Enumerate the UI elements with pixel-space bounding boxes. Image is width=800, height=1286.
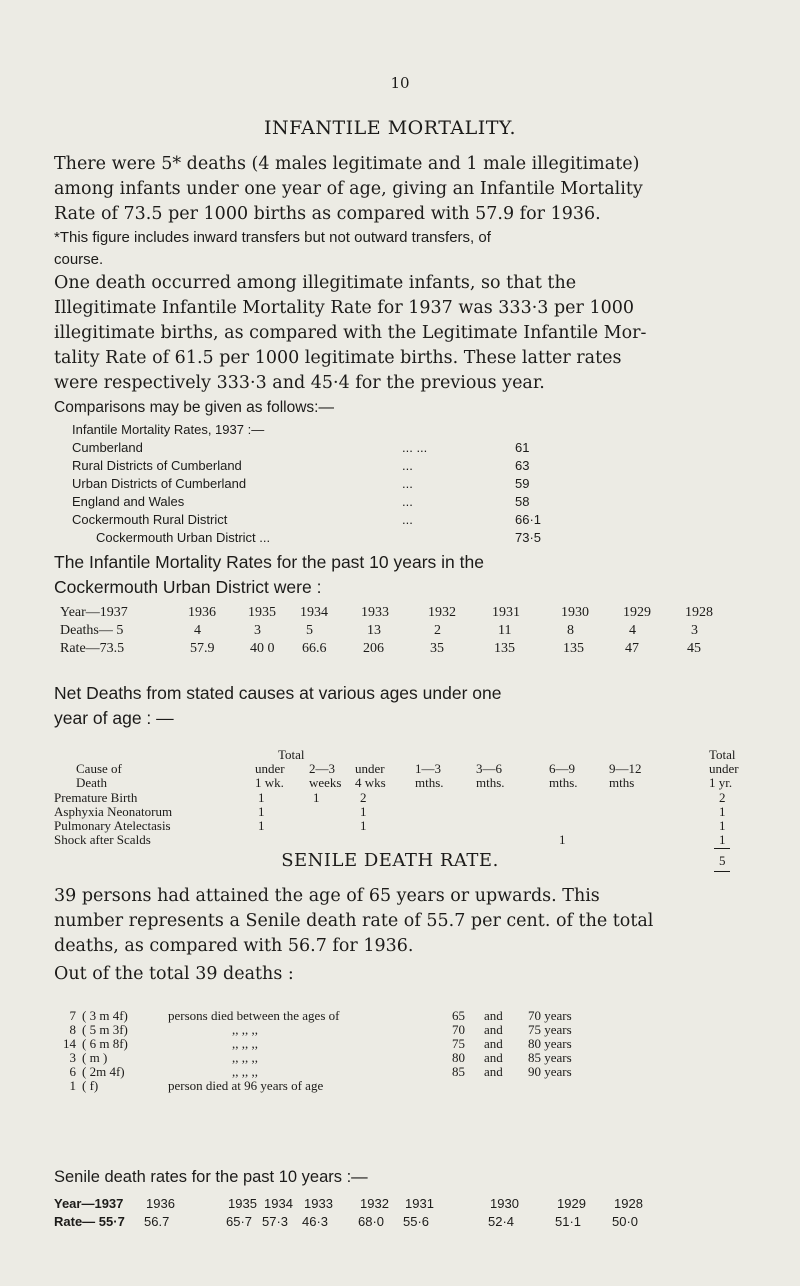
year-cell: 1932 — [360, 1196, 389, 1211]
ten-years-paragraph — [54, 550, 758, 600]
age-sex: ( 2m 4f) — [82, 1064, 125, 1079]
year-cell: 1936 — [146, 1196, 175, 1211]
text-line: deaths, as compared with 56.7 for 1936. — [54, 936, 414, 956]
age-from: 70 — [452, 1022, 465, 1037]
rate-cell: 51·1 — [555, 1214, 582, 1229]
deaths-cell: 8 — [567, 623, 574, 638]
rate-cell: 35 — [430, 641, 444, 656]
senile-paragraph — [54, 884, 758, 959]
rate-cell: 47 — [625, 641, 639, 656]
text-line: year of age : — — [54, 708, 174, 728]
total-rule — [714, 871, 730, 872]
table-cell: 2 — [719, 790, 726, 805]
age-from: 80 — [452, 1050, 465, 1065]
rate-cell: 65·7 — [226, 1214, 253, 1229]
column-header: mths — [609, 775, 635, 790]
out-of-line: Out of the total 39 deaths : — [54, 964, 294, 984]
table-cell: 1 — [313, 790, 320, 805]
age-from: 85 — [452, 1064, 465, 1079]
year-cell: 1930 — [561, 605, 589, 620]
rate-cell: 135 — [563, 641, 584, 656]
year-cell: 1930 — [490, 1196, 519, 1211]
age-sex: ( m ) — [82, 1050, 108, 1065]
rate-label: Rate— 55·7 — [54, 1214, 125, 1229]
senile-section-title: SENILE DEATH RATE. — [281, 850, 499, 871]
year-cell: 1931 — [492, 605, 520, 620]
age-count: 14 — [63, 1036, 76, 1051]
age-text: person died at 96 years of age — [168, 1078, 324, 1093]
age-count: 1 — [69, 1078, 76, 1093]
column-header: 6—9 — [549, 761, 575, 776]
rate-row: England and Wales ... 58 — [72, 494, 530, 509]
age-text: ,, ,, ,, — [232, 1064, 258, 1079]
age-text: ,, ,, ,, — [232, 1022, 258, 1037]
rate-cell: 52·4 — [488, 1214, 515, 1229]
year-cell: 1933 — [304, 1196, 333, 1211]
rate-label: Rate—73.5 — [60, 641, 125, 656]
intro-paragraph — [54, 152, 758, 227]
year-cell: 1928 — [614, 1196, 643, 1211]
year-cell: 1935 — [228, 1196, 257, 1211]
deaths-cell: 13 — [367, 623, 381, 638]
rate-cell: 56.7 — [144, 1214, 170, 1229]
footnote — [54, 227, 758, 271]
age-and: and — [484, 1064, 503, 1079]
deaths-cell: 3 — [254, 623, 261, 638]
deaths-cell: 5 — [306, 623, 313, 638]
column-header: 2—3 — [309, 761, 335, 776]
column-header: 3—6 — [476, 761, 502, 776]
age-count: 7 — [69, 1008, 76, 1023]
text-line: number represents a Senile death rate of 55.7 per cent. of the total — [54, 911, 654, 931]
column-header: mths. — [476, 775, 505, 790]
rate-row: Cockermouth Rural District ... 66·1 — [72, 512, 542, 527]
rate-cell: 55·6 — [403, 1214, 430, 1229]
year-cell: 1929 — [623, 605, 651, 620]
deaths-cell: 4 — [194, 623, 201, 638]
year-cell: 1935 — [248, 605, 276, 620]
table-cell: 1 — [360, 804, 367, 819]
text-line: among infants under one year of age, giving an Infantile Mortality — [54, 179, 643, 199]
table-cell: 1 — [559, 832, 566, 847]
column-header: under — [709, 761, 739, 776]
age-to: 90 years — [528, 1064, 572, 1079]
table-cell: 1 — [258, 804, 265, 819]
text-line: *This figure includes inward transfers but not outward transfers, of — [54, 229, 491, 246]
cause-label: Pulmonary Atelectasis — [54, 818, 171, 833]
year-cell: 1936 — [188, 605, 216, 620]
age-sex: ( 3 m 4f) — [82, 1008, 128, 1023]
rate-cell: 50·0 — [612, 1214, 639, 1229]
column-header: under — [355, 761, 385, 776]
age-sex: ( 6 m 8f) — [82, 1036, 128, 1051]
year-label: Year—1937 — [54, 1196, 124, 1211]
text-line: course. — [54, 251, 104, 268]
header-total: Total — [709, 747, 736, 762]
year-cell: 1934 — [264, 1196, 293, 1211]
column-header: under — [255, 761, 285, 776]
rate-row: Cumberland ... ... 61 — [72, 440, 530, 455]
age-text: ,, ,, ,, — [232, 1036, 258, 1051]
age-and: and — [484, 1036, 503, 1051]
text-line: 39 persons had attained the age of 65 years or upwards. This — [54, 886, 600, 906]
header-total: Total — [278, 747, 305, 762]
year-cell: 1932 — [428, 605, 456, 620]
deaths-cell: 3 — [691, 623, 698, 638]
table-cell: 1 — [719, 804, 726, 819]
year-cell: 1934 — [300, 605, 328, 620]
year-cell: 1931 — [405, 1196, 434, 1211]
deaths-label: Deaths— 5 — [60, 623, 124, 638]
age-count: 8 — [69, 1022, 76, 1037]
column-header: 1—3 — [415, 761, 441, 776]
rates-list — [72, 422, 712, 548]
age-and: and — [484, 1008, 503, 1023]
rate-cell: 45 — [687, 641, 701, 656]
deaths-cell: 4 — [629, 623, 636, 638]
text-line: The Infantile Mortality Rates for the past 10 years in the — [54, 552, 484, 572]
column-header: weeks — [309, 775, 342, 790]
text-line: Net Deaths from stated causes at various ages under one — [54, 683, 502, 703]
text-line: illegitimate births, as compared with the Legitimate Infantile Mor- — [54, 323, 647, 343]
rate-cell: 135 — [494, 641, 515, 656]
page-number: 10 — [390, 74, 410, 92]
text-line: Cockermouth Urban District were : — [54, 577, 322, 597]
rate-cell: 40 0 — [250, 641, 275, 656]
table-cell: 1 — [258, 790, 265, 805]
section-title: INFANTILE MORTALITY. — [264, 117, 516, 139]
ten-years-table — [60, 605, 760, 665]
age-and: and — [484, 1022, 503, 1037]
text-line: were respectively 333·3 and 45·4 for the previous year. — [54, 373, 545, 393]
year-cell: 1929 — [557, 1196, 586, 1211]
deaths-cell: 2 — [434, 623, 441, 638]
age-from: 75 — [452, 1036, 465, 1051]
rate-cell: 57.9 — [190, 641, 215, 656]
column-header: mths. — [415, 775, 444, 790]
text-line: One death occurred among illegitimate infants, so that the — [54, 273, 577, 293]
rates-heading: Infantile Mortality Rates, 1937 :— — [72, 422, 265, 437]
rate-cell: 46·3 — [302, 1214, 329, 1229]
age-sex: ( f) — [82, 1078, 99, 1093]
text-line: Rate of 73.5 per 1000 births as compared with 57.9 for 1936. — [54, 204, 601, 224]
year-cell: 1933 — [361, 605, 389, 620]
age-and: and — [484, 1050, 503, 1065]
age-count: 3 — [69, 1050, 76, 1065]
rate-cell: 57·3 — [262, 1214, 289, 1229]
column-header: 4 wks — [355, 775, 386, 790]
text-line: There were 5* deaths (4 males legitimate and 1 male illegitimate) — [54, 154, 640, 174]
column-header: 1 wk. — [255, 775, 284, 790]
text-line: tality Rate of 61.5 per 1000 legitimate births. These latter rates — [54, 348, 622, 368]
rate-cell: 68·0 — [358, 1214, 385, 1229]
age-sex: ( 5 m 3f) — [82, 1022, 128, 1037]
year-label: Year—1937 — [60, 605, 128, 620]
cause-label: Premature Birth — [54, 790, 138, 805]
column-header: 9—12 — [609, 761, 642, 776]
column-header: mths. — [549, 775, 578, 790]
age-to: 80 years — [528, 1036, 572, 1051]
grand-total: 5 — [719, 853, 726, 868]
age-to: 85 years — [528, 1050, 572, 1065]
cause-label: Shock after Scalds — [54, 832, 151, 847]
table-cell: 1 — [719, 832, 726, 847]
rate-row: Urban Districts of Cumberland ... 59 — [72, 476, 530, 491]
age-text: ,, ,, ,, — [232, 1050, 258, 1065]
rate-row: Rural Districts of Cumberland ... 63 — [72, 458, 530, 473]
table-cell: 1 — [719, 818, 726, 833]
column-header: Cause of — [76, 761, 122, 776]
rate-cell: 66.6 — [302, 641, 327, 656]
age-count: 6 — [69, 1064, 76, 1079]
rate-cell: 206 — [363, 641, 384, 656]
age-to: 70 years — [528, 1008, 572, 1023]
comparisons-intro: Comparisons may be given as follows:— — [54, 399, 334, 416]
age-from: 65 — [452, 1008, 465, 1023]
rate-row: Cockermouth Urban District ... 73·5 — [96, 530, 542, 545]
cause-label: Asphyxia Neonatorum — [54, 804, 173, 819]
net-deaths-paragraph — [54, 681, 758, 731]
table-cell: 2 — [360, 790, 367, 805]
senile-rates-intro: Senile death rates for the past 10 years :— — [54, 1168, 368, 1186]
table-cell: 1 — [258, 818, 265, 833]
year-cell: 1928 — [685, 605, 713, 620]
illegitimate-paragraph — [54, 271, 758, 396]
column-header: Death — [76, 775, 108, 790]
age-text: persons died between the ages of — [168, 1008, 340, 1023]
total-rule — [714, 848, 730, 849]
text-line: Illegitimate Infantile Mortality Rate for 1937 was 333·3 per 1000 — [54, 298, 634, 318]
age-to: 75 years — [528, 1022, 572, 1037]
column-header: 1 yr. — [709, 775, 733, 790]
table-cell: 1 — [360, 818, 367, 833]
deaths-cell: 11 — [498, 623, 512, 638]
